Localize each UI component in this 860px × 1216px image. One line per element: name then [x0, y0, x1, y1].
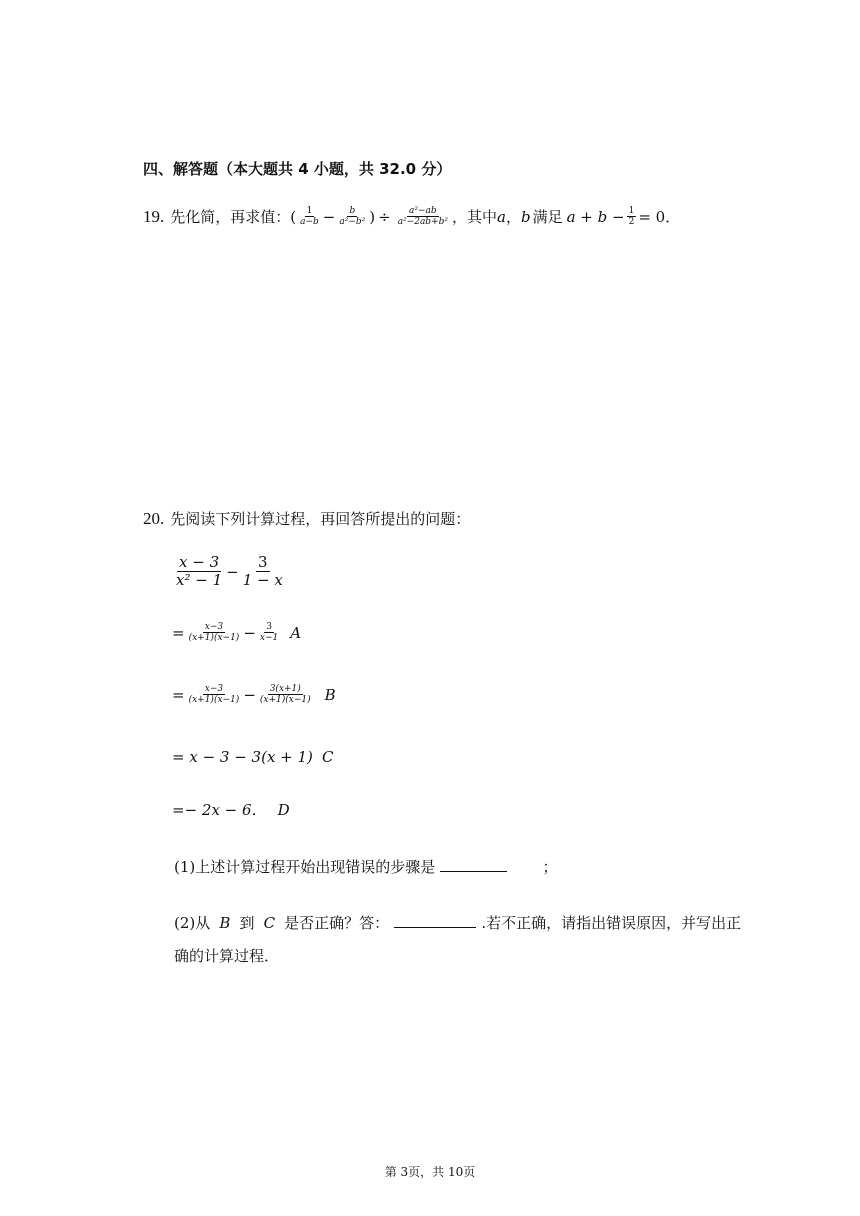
minus-sign: − [243, 685, 256, 704]
mid-text: ，其中 [451, 208, 497, 227]
sub-question-text: 到 [239, 914, 255, 932]
fraction-b: $\frac{3}{1 - x}$ [242, 553, 283, 590]
question-19 [143, 206, 680, 228]
fraction-b: $\frac{3}{x-1}$ [259, 622, 279, 644]
fraction-a: $\frac{x-3}{(x+1)(x-1)}$ [188, 684, 240, 706]
step-expression: =− 2x − 6． [172, 801, 267, 819]
var-c: C [263, 914, 276, 932]
sub-question-text: .若不正确，请指出错误原因，并写出正 [481, 914, 742, 932]
question-20 [143, 508, 470, 529]
minus-sign: − [322, 207, 336, 226]
sub-question-text: (2)从 [174, 914, 211, 932]
sub-question-text: 确的计算过程． [174, 947, 280, 965]
sub-question-1 [174, 856, 557, 877]
punctuation: ； [542, 858, 558, 876]
minus-sign: − [226, 562, 239, 581]
comma: ， [505, 208, 521, 227]
equals-sign: = [172, 623, 185, 642]
answer-blank[interactable] [440, 857, 507, 872]
cond-expr: a + b − [566, 207, 625, 226]
step-tag: A [290, 623, 302, 642]
expression-original [172, 554, 287, 590]
divide-sign: ÷ [378, 207, 391, 226]
step-expression: = x − 3 − 3(x + 1) [172, 748, 313, 766]
fraction-1: $\frac{1}{a-b}$ [300, 206, 319, 228]
equals-sign: = [172, 685, 185, 704]
sub-question-text: (1)上述计算过程开始出现错误的步骤是 [174, 858, 436, 876]
left-paren: ( [290, 207, 297, 226]
page-footer: 第 3页，共 10页 [384, 1165, 476, 1179]
fraction-3: $\frac{\text{a²−ab}}{\text{a²−2ab+b²}}$ [397, 206, 448, 228]
question-number: 20. [143, 508, 165, 528]
fraction-2: $\frac{b}{\text{a²−b²}}$ [339, 206, 366, 228]
step-tag: C [322, 748, 334, 766]
question-prompt: 先化简，再求值： [170, 208, 291, 227]
step-d [172, 799, 290, 820]
minus-sign: − [243, 623, 256, 642]
sub-question-text: 是否正确？答： [284, 914, 390, 932]
var-a: a [497, 207, 506, 226]
question-prompt: 先阅读下列计算过程，再回答所提出的问题： [170, 510, 471, 528]
step-b [172, 684, 336, 706]
fraction-a: $\frac{x - 3}{\text{x² − 1}}$ [176, 553, 223, 590]
question-number: 19. [143, 206, 165, 226]
step-c [172, 747, 333, 766]
sub-question-2-continued [174, 945, 279, 966]
var-b: B [219, 914, 231, 932]
right-paren: ) [369, 207, 376, 226]
cond-text: 满足 [532, 208, 563, 227]
step-a [172, 622, 301, 644]
half-fraction: $\frac{1}{2}$ [628, 206, 635, 228]
section-title: 四、解答题（本大题共 4 小题，共 32.0 分） [143, 160, 452, 178]
step-tag: D [277, 801, 290, 819]
step-tag: B [324, 685, 336, 704]
fraction-b: $\frac{3(x+1)}{(x+1)(x-1)}$ [259, 684, 311, 706]
sub-question-2 [174, 912, 741, 933]
answer-blank[interactable] [394, 913, 476, 928]
cond-end: = 0． [638, 208, 681, 227]
var-b: b [520, 207, 531, 226]
fraction-a: $\frac{x-3}{(x+1)(x-1)}$ [188, 622, 240, 644]
